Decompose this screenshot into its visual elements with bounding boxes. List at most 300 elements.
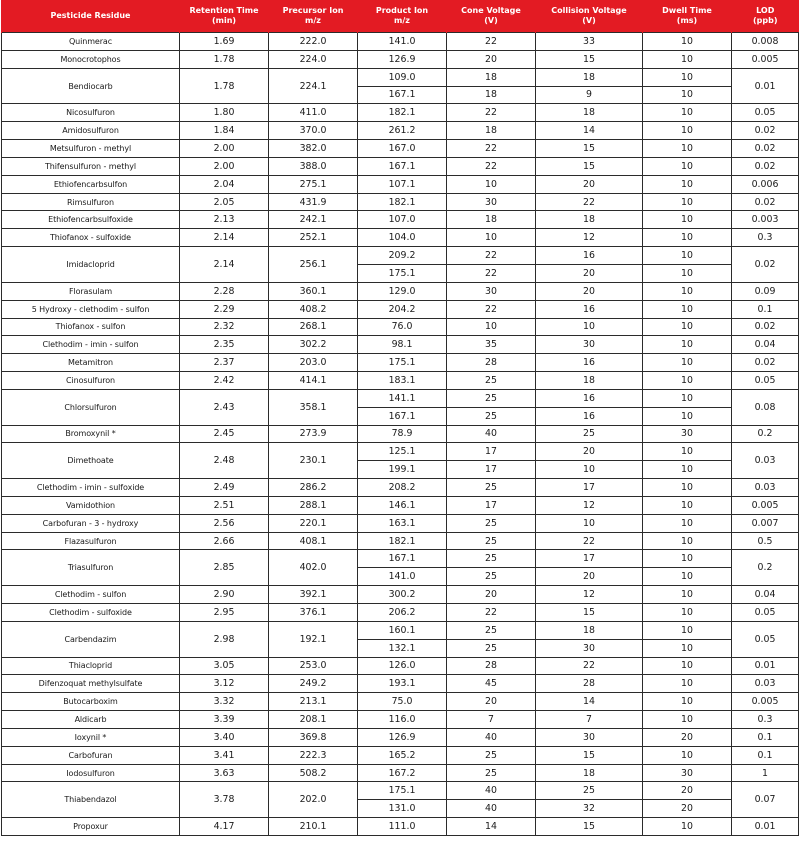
retention-time-cell: 2.95 (180, 604, 269, 622)
cone-voltage-cell: 17 (447, 443, 536, 461)
lod-cell: 0.02 (732, 318, 799, 336)
dwell-time-cell: 10 (643, 443, 732, 461)
product-ion-cell: 126.9 (358, 728, 447, 746)
pesticide-name-cell: Thifensulfuron - methyl (2, 157, 180, 175)
collision-voltage-cell: 30 (536, 639, 643, 657)
product-ion-cell: 141.0 (358, 568, 447, 586)
product-ion-cell: 182.1 (358, 532, 447, 550)
cone-voltage-cell: 30 (447, 193, 536, 211)
lod-cell: 0.02 (732, 354, 799, 372)
retention-time-cell: 2.98 (180, 621, 269, 657)
lod-cell: 0.08 (732, 389, 799, 425)
pesticide-name-cell: Nicosulfuron (2, 104, 180, 122)
dwell-time-cell: 10 (643, 104, 732, 122)
cone-voltage-cell: 10 (447, 229, 536, 247)
pesticide-name-cell: Butocarboxim (2, 693, 180, 711)
retention-time-cell: 2.48 (180, 443, 269, 479)
product-ion-cell: 146.1 (358, 496, 447, 514)
lod-cell: 0.006 (732, 175, 799, 193)
table-row (2, 229, 799, 247)
cone-voltage-cell: 18 (447, 122, 536, 140)
table-row (2, 157, 799, 175)
cone-voltage-cell: 40 (447, 728, 536, 746)
precursor-ion-cell: 411.0 (269, 104, 358, 122)
cone-voltage-cell: 20 (447, 586, 536, 604)
cone-voltage-cell: 25 (447, 764, 536, 782)
lod-cell: 0.1 (732, 728, 799, 746)
dwell-time-cell: 20 (643, 728, 732, 746)
collision-voltage-cell: 17 (536, 550, 643, 568)
table-row (2, 336, 799, 354)
lod-cell: 0.3 (732, 229, 799, 247)
dwell-time-cell: 10 (643, 746, 732, 764)
retention-time-cell: 2.29 (180, 300, 269, 318)
pesticide-name-cell: Imidacloprid (2, 247, 180, 283)
dwell-time-cell: 10 (643, 550, 732, 568)
table-row (2, 193, 799, 211)
lod-cell: 0.05 (732, 104, 799, 122)
precursor-ion-cell: 382.0 (269, 140, 358, 158)
retention-time-cell: 2.56 (180, 514, 269, 532)
cone-voltage-cell: 25 (447, 639, 536, 657)
dwell-time-cell: 10 (643, 318, 732, 336)
header-row (2, 0, 799, 33)
dwell-time-cell: 10 (643, 514, 732, 532)
pesticide-name-cell: Bromoxynil * (2, 425, 180, 443)
pesticide-name-cell: Florasulam (2, 282, 180, 300)
table-row (2, 282, 799, 300)
retention-time-cell: 2.04 (180, 175, 269, 193)
collision-voltage-cell: 15 (536, 50, 643, 68)
header-pesticide-residue: Pesticide Residue (2, 0, 180, 33)
pesticide-name-cell: Ethiofencarbsulfoxide (2, 211, 180, 229)
table-body (2, 33, 799, 836)
table-row (2, 425, 799, 443)
dwell-time-cell: 10 (643, 264, 732, 282)
table-row (2, 657, 799, 675)
pesticide-name-cell: Flazasulfuron (2, 532, 180, 550)
collision-voltage-cell: 18 (536, 104, 643, 122)
lod-cell: 0.03 (732, 443, 799, 479)
cone-voltage-cell: 14 (447, 818, 536, 836)
product-ion-cell: 167.1 (358, 157, 447, 175)
product-ion-cell: 175.1 (358, 264, 447, 282)
collision-voltage-cell: 20 (536, 443, 643, 461)
retention-time-cell: 3.12 (180, 675, 269, 693)
collision-voltage-cell: 16 (536, 300, 643, 318)
table-row (2, 140, 799, 158)
cone-voltage-cell: 7 (447, 711, 536, 729)
product-ion-cell: 107.0 (358, 211, 447, 229)
lod-cell: 1 (732, 764, 799, 782)
pesticide-name-cell: Rimsulfuron (2, 193, 180, 211)
dwell-time-cell: 10 (643, 818, 732, 836)
precursor-ion-cell: 222.0 (269, 33, 358, 51)
cone-voltage-cell: 25 (447, 568, 536, 586)
product-ion-cell: 76.0 (358, 318, 447, 336)
dwell-time-cell: 10 (643, 354, 732, 372)
collision-voltage-cell: 22 (536, 193, 643, 211)
precursor-ion-cell: 392.1 (269, 586, 358, 604)
retention-time-cell: 2.28 (180, 282, 269, 300)
precursor-ion-cell: 253.0 (269, 657, 358, 675)
dwell-time-cell: 10 (643, 50, 732, 68)
collision-voltage-cell: 33 (536, 33, 643, 51)
dwell-time-cell: 10 (643, 621, 732, 639)
pesticide-name-cell: Ioxynil * (2, 728, 180, 746)
table-row (2, 175, 799, 193)
precursor-ion-cell: 369.8 (269, 728, 358, 746)
dwell-time-cell: 10 (643, 193, 732, 211)
lod-cell: 0.05 (732, 621, 799, 657)
dwell-time-cell: 10 (643, 657, 732, 675)
dwell-time-cell: 10 (643, 336, 732, 354)
cone-voltage-cell: 22 (447, 604, 536, 622)
lod-cell: 0.01 (732, 818, 799, 836)
retention-time-cell: 3.78 (180, 782, 269, 818)
pesticide-mrm-table (1, 0, 799, 836)
collision-voltage-cell: 18 (536, 68, 643, 86)
product-ion-cell: 167.2 (358, 764, 447, 782)
lod-cell: 0.05 (732, 604, 799, 622)
dwell-time-cell: 30 (643, 764, 732, 782)
product-ion-cell: 206.2 (358, 604, 447, 622)
dwell-time-cell: 10 (643, 711, 732, 729)
dwell-time-cell: 10 (643, 586, 732, 604)
pesticide-name-cell: Chlorsulfuron (2, 389, 180, 425)
table-row (2, 68, 799, 86)
cone-voltage-cell: 25 (447, 479, 536, 497)
pesticide-name-cell: 5 Hydroxy - clethodim - sulfon (2, 300, 180, 318)
collision-voltage-cell: 7 (536, 711, 643, 729)
lod-cell: 0.007 (732, 514, 799, 532)
cone-voltage-cell: 30 (447, 282, 536, 300)
retention-time-cell: 2.49 (180, 479, 269, 497)
collision-voltage-cell: 18 (536, 211, 643, 229)
product-ion-cell: 163.1 (358, 514, 447, 532)
retention-time-cell: 2.00 (180, 140, 269, 158)
cone-voltage-cell: 22 (447, 140, 536, 158)
precursor-ion-cell: 192.1 (269, 621, 358, 657)
table-row (2, 711, 799, 729)
lod-cell: 0.02 (732, 247, 799, 283)
cone-voltage-cell: 45 (447, 675, 536, 693)
lod-cell: 0.03 (732, 675, 799, 693)
header-dwell-time: Dwell Time (ms) (643, 0, 732, 33)
pesticide-name-cell: Carbendazim (2, 621, 180, 657)
precursor-ion-cell: 288.1 (269, 496, 358, 514)
retention-time-cell: 2.00 (180, 157, 269, 175)
retention-time-cell: 3.05 (180, 657, 269, 675)
cone-voltage-cell: 10 (447, 175, 536, 193)
collision-voltage-cell: 18 (536, 621, 643, 639)
retention-time-cell: 4.17 (180, 818, 269, 836)
cone-voltage-cell: 25 (447, 746, 536, 764)
retention-time-cell: 1.78 (180, 68, 269, 104)
table-row (2, 443, 799, 461)
pesticide-name-cell: Ethiofencarbsulfon (2, 175, 180, 193)
table-row (2, 514, 799, 532)
cone-voltage-cell: 28 (447, 354, 536, 372)
table-row (2, 586, 799, 604)
product-ion-cell: 129.0 (358, 282, 447, 300)
cone-voltage-cell: 28 (447, 657, 536, 675)
dwell-time-cell: 10 (643, 604, 732, 622)
table-row (2, 372, 799, 390)
dwell-time-cell: 10 (643, 157, 732, 175)
lod-cell: 0.05 (732, 372, 799, 390)
collision-voltage-cell: 20 (536, 568, 643, 586)
collision-voltage-cell: 10 (536, 514, 643, 532)
precursor-ion-cell: 360.1 (269, 282, 358, 300)
header-retention-time: Retention Time (min) (180, 0, 269, 33)
product-ion-cell: 167.1 (358, 86, 447, 104)
retention-time-cell: 3.41 (180, 746, 269, 764)
cone-voltage-cell: 25 (447, 532, 536, 550)
table-row (2, 389, 799, 407)
retention-time-cell: 1.69 (180, 33, 269, 51)
table-row (2, 247, 799, 265)
product-ion-cell: 98.1 (358, 336, 447, 354)
retention-time-cell: 2.42 (180, 372, 269, 390)
header-lod: LOD (ppb) (732, 0, 799, 33)
retention-time-cell: 2.35 (180, 336, 269, 354)
retention-time-cell: 1.84 (180, 122, 269, 140)
product-ion-cell: 209.2 (358, 247, 447, 265)
precursor-ion-cell: 252.1 (269, 229, 358, 247)
precursor-ion-cell: 213.1 (269, 693, 358, 711)
lod-cell: 0.008 (732, 33, 799, 51)
cone-voltage-cell: 25 (447, 550, 536, 568)
dwell-time-cell: 10 (643, 675, 732, 693)
dwell-time-cell: 10 (643, 247, 732, 265)
cone-voltage-cell: 20 (447, 50, 536, 68)
product-ion-cell: 126.0 (358, 657, 447, 675)
collision-voltage-cell: 15 (536, 604, 643, 622)
header-precursor-ion: Precursor Ion m/z (269, 0, 358, 33)
cone-voltage-cell: 25 (447, 621, 536, 639)
pesticide-name-cell: Dimethoate (2, 443, 180, 479)
product-ion-cell: 199.1 (358, 461, 447, 479)
pesticide-name-cell: Difenzoquat methylsulfate (2, 675, 180, 693)
cone-voltage-cell: 40 (447, 782, 536, 800)
product-ion-cell: 141.1 (358, 389, 447, 407)
pesticide-name-cell: Iodosulfuron (2, 764, 180, 782)
cone-voltage-cell: 18 (447, 68, 536, 86)
table-row (2, 354, 799, 372)
pesticide-name-cell: Vamidothion (2, 496, 180, 514)
cone-voltage-cell: 22 (447, 300, 536, 318)
precursor-ion-cell: 210.1 (269, 818, 358, 836)
collision-voltage-cell: 14 (536, 122, 643, 140)
table-row (2, 764, 799, 782)
lod-cell: 0.1 (732, 746, 799, 764)
collision-voltage-cell: 30 (536, 728, 643, 746)
table-row (2, 300, 799, 318)
precursor-ion-cell: 376.1 (269, 604, 358, 622)
precursor-ion-cell: 222.3 (269, 746, 358, 764)
dwell-time-cell: 10 (643, 693, 732, 711)
precursor-ion-cell: 402.0 (269, 550, 358, 586)
collision-voltage-cell: 32 (536, 800, 643, 818)
table-row (2, 479, 799, 497)
collision-voltage-cell: 18 (536, 764, 643, 782)
dwell-time-cell: 10 (643, 211, 732, 229)
product-ion-cell: 208.2 (358, 479, 447, 497)
collision-voltage-cell: 12 (536, 229, 643, 247)
collision-voltage-cell: 16 (536, 389, 643, 407)
precursor-ion-cell: 388.0 (269, 157, 358, 175)
retention-time-cell: 1.78 (180, 50, 269, 68)
product-ion-cell: 109.0 (358, 68, 447, 86)
collision-voltage-cell: 12 (536, 496, 643, 514)
retention-time-cell: 2.13 (180, 211, 269, 229)
lod-cell: 0.2 (732, 425, 799, 443)
pesticide-name-cell: Carbofuran - 3 - hydroxy (2, 514, 180, 532)
cone-voltage-cell: 22 (447, 247, 536, 265)
table-row (2, 50, 799, 68)
retention-time-cell: 2.66 (180, 532, 269, 550)
dwell-time-cell: 10 (643, 568, 732, 586)
product-ion-cell: 111.0 (358, 818, 447, 836)
precursor-ion-cell: 508.2 (269, 764, 358, 782)
pesticide-name-cell: Bendiocarb (2, 68, 180, 104)
precursor-ion-cell: 242.1 (269, 211, 358, 229)
header-product-ion: Product Ion m/z (358, 0, 447, 33)
lod-cell: 0.01 (732, 657, 799, 675)
table-row (2, 746, 799, 764)
collision-voltage-cell: 25 (536, 425, 643, 443)
cone-voltage-cell: 18 (447, 86, 536, 104)
collision-voltage-cell: 20 (536, 264, 643, 282)
retention-time-cell: 2.05 (180, 193, 269, 211)
table-row (2, 604, 799, 622)
collision-voltage-cell: 15 (536, 157, 643, 175)
table-row (2, 211, 799, 229)
dwell-time-cell: 10 (643, 479, 732, 497)
dwell-time-cell: 10 (643, 282, 732, 300)
pesticide-name-cell: Thiofanox - sulfon (2, 318, 180, 336)
precursor-ion-cell: 249.2 (269, 675, 358, 693)
cone-voltage-cell: 10 (447, 318, 536, 336)
pesticide-name-cell: Thiofanox - sulfoxide (2, 229, 180, 247)
product-ion-cell: 182.1 (358, 104, 447, 122)
pesticide-name-cell: Metsulfuron - methyl (2, 140, 180, 158)
collision-voltage-cell: 10 (536, 461, 643, 479)
cone-voltage-cell: 25 (447, 514, 536, 532)
dwell-time-cell: 20 (643, 782, 732, 800)
pesticide-name-cell: Aldicarb (2, 711, 180, 729)
table-row (2, 550, 799, 568)
lod-cell: 0.07 (732, 782, 799, 818)
cone-voltage-cell: 25 (447, 372, 536, 390)
dwell-time-cell: 10 (643, 140, 732, 158)
retention-time-cell: 2.51 (180, 496, 269, 514)
dwell-time-cell: 10 (643, 33, 732, 51)
precursor-ion-cell: 203.0 (269, 354, 358, 372)
dwell-time-cell: 10 (643, 229, 732, 247)
lod-cell: 0.02 (732, 140, 799, 158)
pesticide-name-cell: Monocrotophos (2, 50, 180, 68)
precursor-ion-cell: 414.1 (269, 372, 358, 390)
pesticide-name-cell: Triasulfuron (2, 550, 180, 586)
cone-voltage-cell: 22 (447, 104, 536, 122)
pesticide-name-cell: Metamitron (2, 354, 180, 372)
dwell-time-cell: 10 (643, 407, 732, 425)
pesticide-name-cell: Clethodim - imin - sulfoxide (2, 479, 180, 497)
collision-voltage-cell: 12 (536, 586, 643, 604)
collision-voltage-cell: 15 (536, 140, 643, 158)
table-row (2, 621, 799, 639)
pesticide-name-cell: Thiacloprid (2, 657, 180, 675)
precursor-ion-cell: 256.1 (269, 247, 358, 283)
precursor-ion-cell: 302.2 (269, 336, 358, 354)
table-row (2, 532, 799, 550)
product-ion-cell: 126.9 (358, 50, 447, 68)
cone-voltage-cell: 17 (447, 461, 536, 479)
precursor-ion-cell: 208.1 (269, 711, 358, 729)
collision-voltage-cell: 28 (536, 675, 643, 693)
product-ion-cell: 204.2 (358, 300, 447, 318)
retention-time-cell: 2.90 (180, 586, 269, 604)
dwell-time-cell: 10 (643, 389, 732, 407)
lod-cell: 0.005 (732, 496, 799, 514)
cone-voltage-cell: 22 (447, 33, 536, 51)
lod-cell: 0.2 (732, 550, 799, 586)
table-row (2, 318, 799, 336)
lod-cell: 0.02 (732, 122, 799, 140)
lod-cell: 0.04 (732, 586, 799, 604)
collision-voltage-cell: 9 (536, 86, 643, 104)
product-ion-cell: 116.0 (358, 711, 447, 729)
product-ion-cell: 165.2 (358, 746, 447, 764)
table-row (2, 33, 799, 51)
retention-time-cell: 3.32 (180, 693, 269, 711)
dwell-time-cell: 20 (643, 800, 732, 818)
collision-voltage-cell: 30 (536, 336, 643, 354)
collision-voltage-cell: 17 (536, 479, 643, 497)
collision-voltage-cell: 16 (536, 247, 643, 265)
lod-cell: 0.005 (732, 50, 799, 68)
precursor-ion-cell: 358.1 (269, 389, 358, 425)
cone-voltage-cell: 17 (447, 496, 536, 514)
product-ion-cell: 141.0 (358, 33, 447, 51)
pesticide-name-cell: Clethodim - sulfoxide (2, 604, 180, 622)
dwell-time-cell: 10 (643, 372, 732, 390)
precursor-ion-cell: 268.1 (269, 318, 358, 336)
dwell-time-cell: 10 (643, 86, 732, 104)
product-ion-cell: 78.9 (358, 425, 447, 443)
cone-voltage-cell: 22 (447, 157, 536, 175)
precursor-ion-cell: 220.1 (269, 514, 358, 532)
retention-time-cell: 2.45 (180, 425, 269, 443)
precursor-ion-cell: 224.0 (269, 50, 358, 68)
collision-voltage-cell: 18 (536, 372, 643, 390)
collision-voltage-cell: 15 (536, 818, 643, 836)
retention-time-cell: 3.63 (180, 764, 269, 782)
dwell-time-cell: 10 (643, 300, 732, 318)
retention-time-cell: 2.43 (180, 389, 269, 425)
table-row (2, 122, 799, 140)
table-row (2, 782, 799, 800)
cone-voltage-cell: 25 (447, 389, 536, 407)
product-ion-cell: 160.1 (358, 621, 447, 639)
pesticide-name-cell: Clethodim - imin - sulfon (2, 336, 180, 354)
lod-cell: 0.005 (732, 693, 799, 711)
precursor-ion-cell: 370.0 (269, 122, 358, 140)
product-ion-cell: 175.1 (358, 354, 447, 372)
dwell-time-cell: 10 (643, 461, 732, 479)
